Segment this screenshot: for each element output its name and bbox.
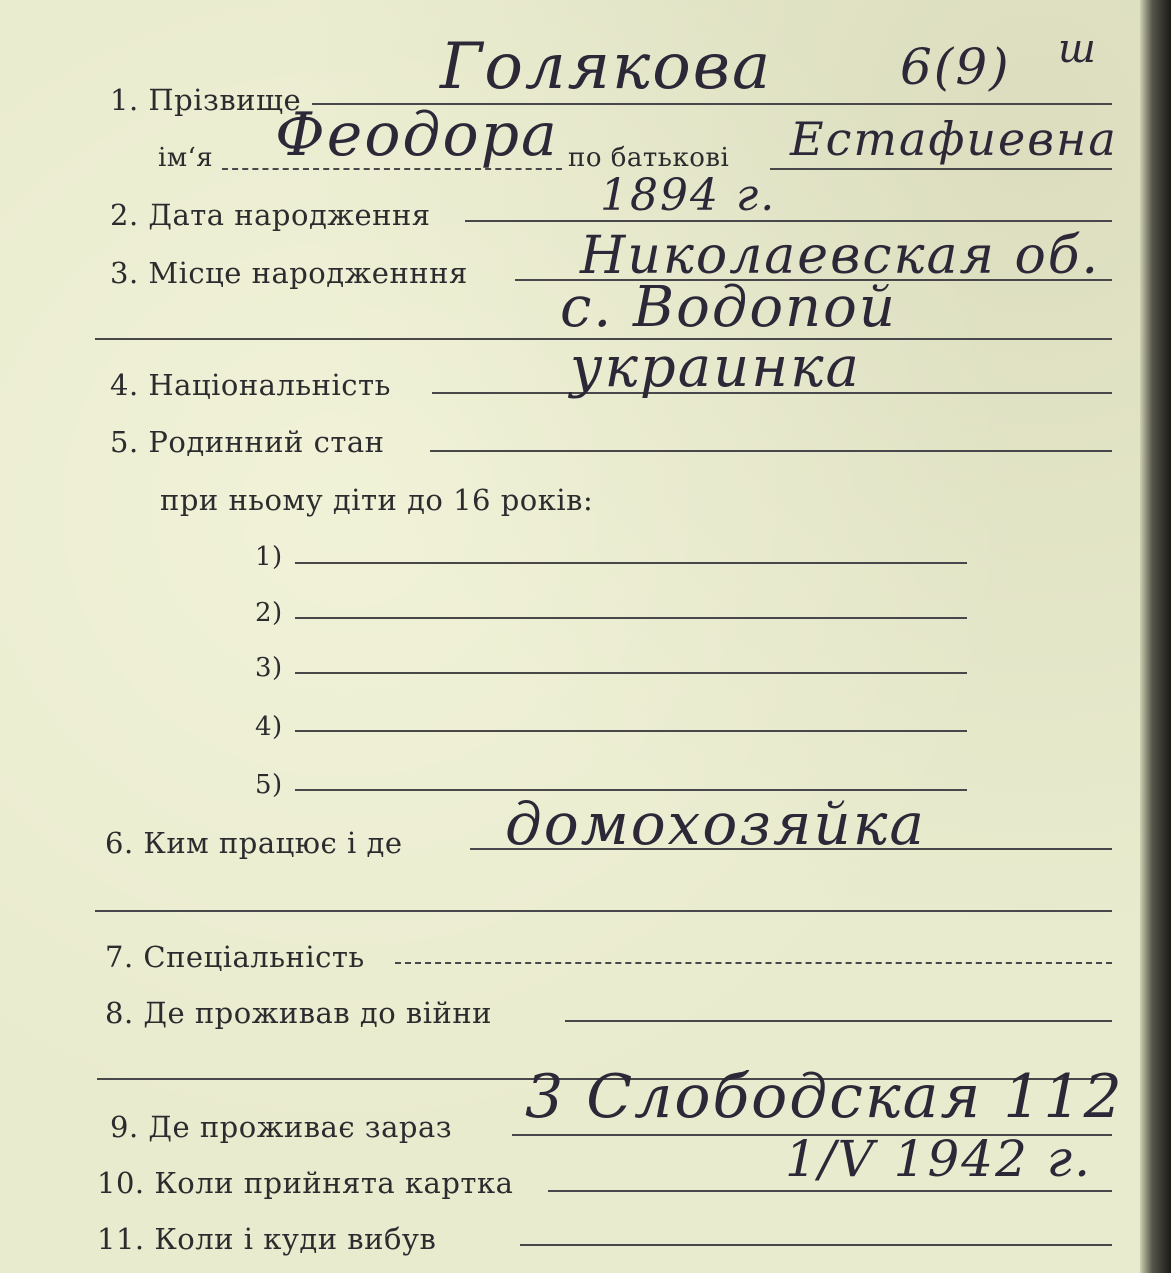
child-2-line: [295, 617, 967, 619]
child-4-label: 4): [255, 712, 283, 742]
card-accepted-label: 10. Коли прийнята картка: [97, 1166, 514, 1200]
marital-status-label: 5. Родинний стан: [110, 425, 385, 459]
marital-status-line: [430, 450, 1112, 452]
birthplace-label: 3. Місце народженння: [110, 256, 468, 290]
occupation-line-2: [95, 910, 1112, 912]
child-1-label: 1): [255, 542, 283, 572]
children-label: при ньому діти до 16 років:: [160, 483, 594, 517]
card-accepted-line: [548, 1190, 1112, 1192]
child-1-line: [295, 562, 967, 564]
birth-year-handwritten: 1894 г.: [600, 170, 777, 221]
patronymic-line: [770, 168, 1112, 170]
departure-label: 11. Коли і куди вибув: [97, 1222, 437, 1256]
prewar-residence-line: [565, 1020, 1112, 1022]
child-3-label: 3): [255, 653, 283, 683]
nationality-label: 4. Національність: [110, 368, 391, 402]
first-name-handwritten: Феодора: [275, 100, 559, 170]
child-3-line: [295, 672, 967, 674]
prewar-residence-label: 8. Де проживав до війни: [105, 996, 492, 1030]
patronymic-label: по батькові: [568, 143, 730, 173]
birth-date-line: [465, 220, 1112, 222]
patronymic-handwritten: Естафиевна: [790, 112, 1118, 166]
child-2-label: 2): [255, 598, 283, 628]
surname-label: 1. Прізвище: [110, 83, 302, 117]
current-residence-label: 9. Де проживає зараз: [110, 1110, 453, 1144]
birthplace-region-handwritten: Николаевская об.: [580, 226, 1101, 286]
first-name-label: ім‘я: [158, 143, 214, 173]
departure-line: [520, 1244, 1112, 1246]
specialty-line: [395, 962, 1112, 964]
child-4-line: [295, 730, 967, 732]
child-5-label: 5): [255, 770, 283, 800]
card-number-handwritten: 6(9): [900, 38, 1011, 96]
occupation-handwritten: домохозяйка: [505, 790, 926, 858]
current-address-handwritten: 3 Слободская 112: [525, 1062, 1124, 1132]
specialty-label: 7. Спеціальність: [105, 940, 365, 974]
card-date-handwritten: 1/V 1942 г.: [785, 1130, 1092, 1188]
nationality-handwritten: украинка: [570, 335, 861, 400]
card-edge-shadow: [1140, 0, 1171, 1273]
birthplace-village-handwritten: с. Водопой: [560, 275, 897, 340]
occupation-label: 6. Ким працює і де: [105, 826, 403, 860]
surname-handwritten: Голякова: [440, 30, 773, 104]
card-mark-handwritten: ш: [1058, 26, 1098, 72]
birth-date-label: 2. Дата народження: [110, 198, 431, 232]
